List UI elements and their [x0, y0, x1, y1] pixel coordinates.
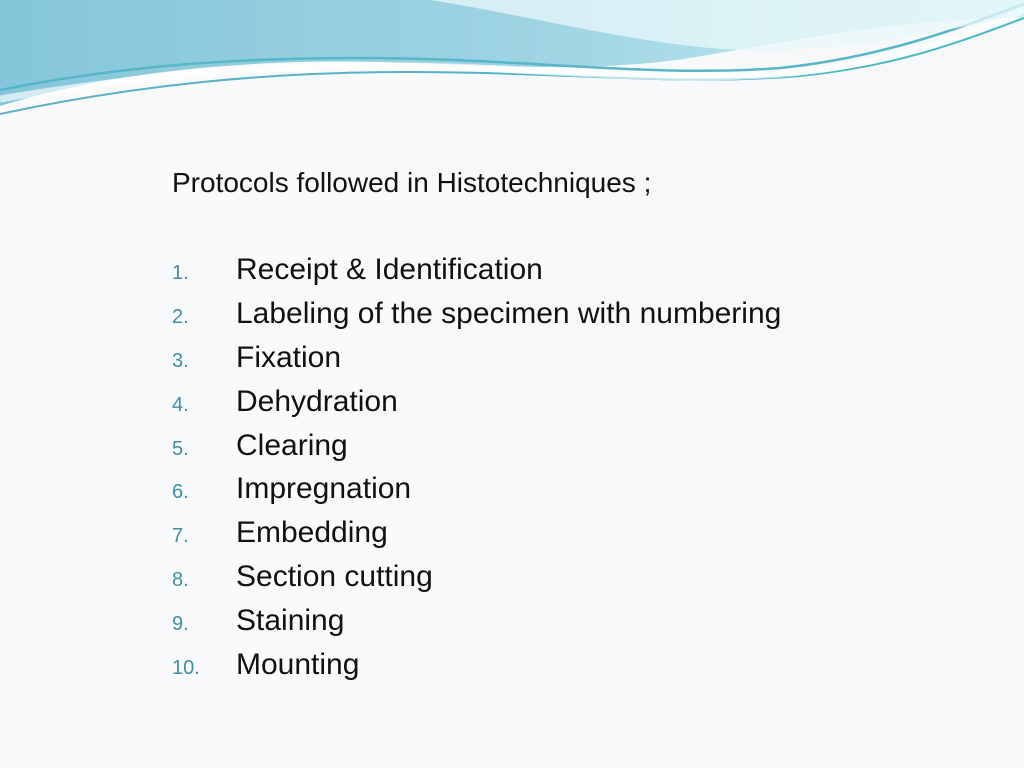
- list-label: Fixation: [236, 340, 342, 374]
- list-number: 6.: [172, 481, 189, 504]
- list-item: [172, 472, 932, 516]
- list-label: Staining: [236, 604, 345, 638]
- list-number: 5.: [172, 437, 189, 460]
- list-number: 10.: [172, 657, 200, 680]
- protocol-list: [172, 253, 932, 692]
- list-label: Receipt & Identification: [236, 253, 543, 286]
- list-item: [172, 253, 932, 297]
- list-label: Labeling of the specimen with numbering: [236, 296, 782, 330]
- slide-heading: Protocols followed in Histotechniques ;: [172, 167, 652, 198]
- list-item: [172, 560, 932, 604]
- list-label: Impregnation: [236, 472, 412, 506]
- list-item: [172, 385, 932, 429]
- list-label: Clearing: [236, 428, 348, 462]
- list-number: 8.: [172, 569, 189, 592]
- list-label: Dehydration: [236, 384, 398, 418]
- list-number: 7.: [172, 525, 189, 548]
- header-wave-decoration: [0, 0, 1024, 125]
- list-label: Section cutting: [236, 560, 433, 594]
- list-label: Mounting: [236, 648, 360, 682]
- list-number: 4.: [172, 393, 189, 416]
- list-item: [172, 516, 932, 560]
- list-item: [172, 297, 932, 341]
- list-item: [172, 648, 932, 692]
- list-number: 3.: [172, 349, 189, 372]
- list-number: 9.: [172, 613, 189, 636]
- list-number: 1.: [172, 262, 189, 284]
- list-number: 2.: [172, 305, 189, 328]
- slide-content: [172, 165, 932, 692]
- list-item: [172, 604, 932, 648]
- list-item: [172, 341, 932, 385]
- list-item: [172, 429, 932, 473]
- list-label: Embedding: [236, 516, 388, 550]
